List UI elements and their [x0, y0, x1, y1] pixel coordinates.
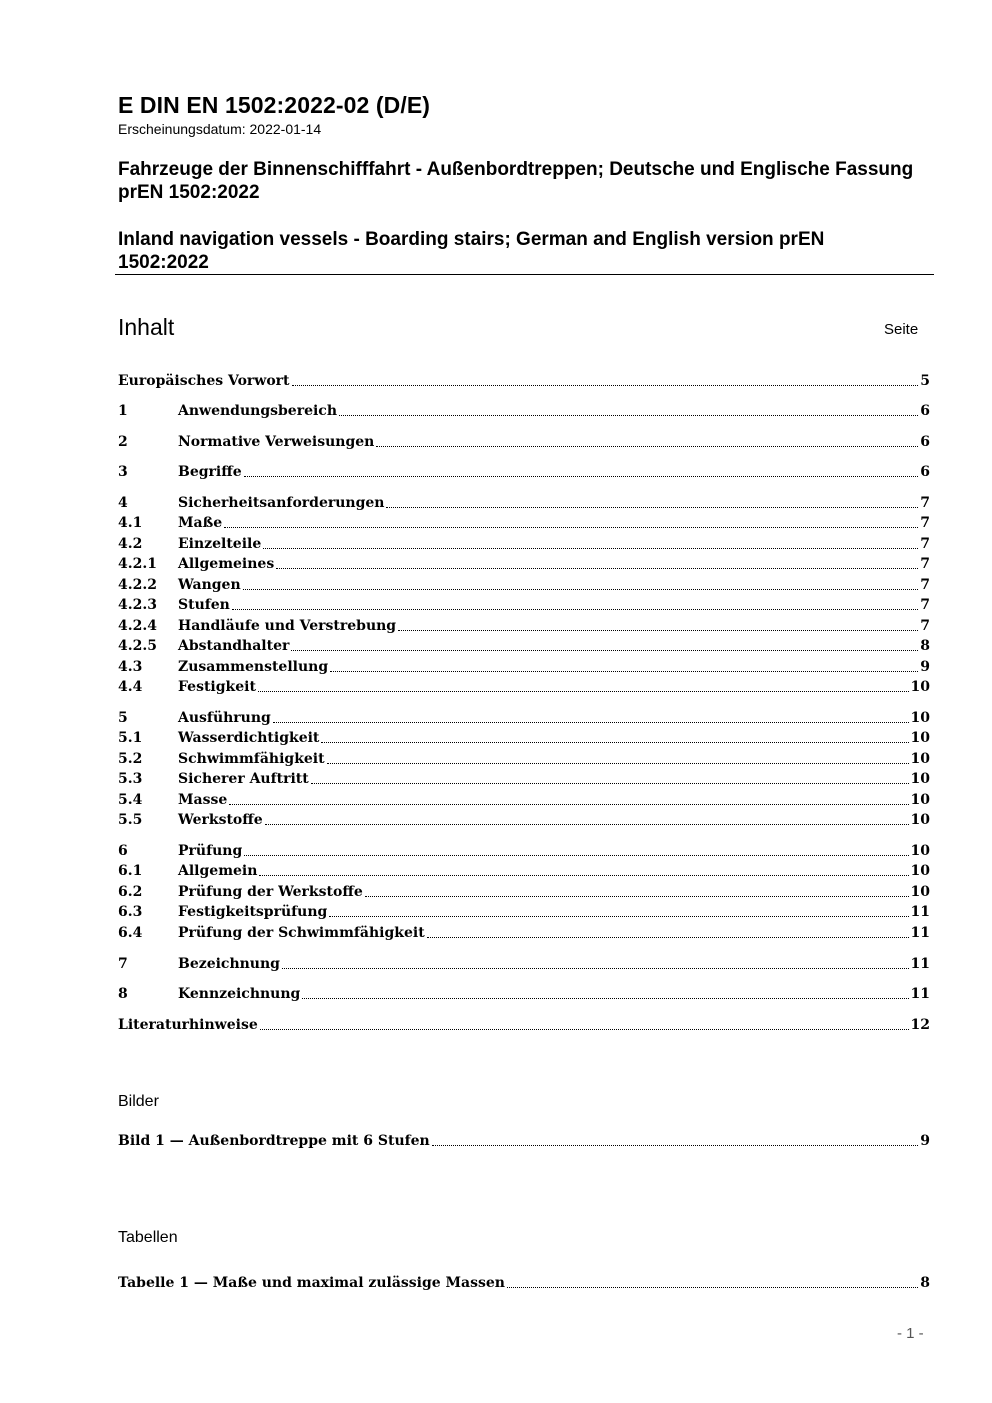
header-divider: [115, 274, 934, 275]
toc-leader: [507, 1283, 918, 1288]
toc-entry-page: 7: [920, 536, 930, 552]
toc-entry-number: 6.1: [118, 863, 143, 879]
toc-entry-text: Kennzeichnung: [178, 986, 301, 1002]
toc-leader: [302, 994, 908, 999]
toc-entry[interactable]: [118, 924, 930, 942]
toc-entry[interactable]: [118, 402, 930, 420]
toc-leader: [260, 1025, 909, 1030]
toc-entry-number: 4.2.2: [118, 577, 157, 593]
toc-entry[interactable]: [118, 596, 930, 614]
toc-leader: [376, 442, 918, 447]
toc-entry[interactable]: [118, 535, 930, 553]
figure-entry-page: 9: [920, 1133, 930, 1149]
toc-entry-page: 10: [910, 812, 930, 828]
toc-entry[interactable]: [118, 433, 930, 451]
toc-leader: [244, 851, 908, 856]
toc-entry-page: 7: [920, 556, 930, 572]
toc-leader: [229, 800, 908, 805]
toc-entry-number: 6.2: [118, 884, 143, 900]
toc-entry-text: Maße: [178, 515, 223, 531]
toc-entry-number: 7: [118, 956, 128, 972]
toc-entry[interactable]: [118, 985, 930, 1003]
toc-entry[interactable]: [118, 576, 930, 594]
toc-entry[interactable]: [118, 494, 930, 512]
toc-entry-number: 4.1: [118, 515, 143, 531]
toc-leader: [329, 912, 908, 917]
toc-entry-text: Festigkeitsprüfung: [178, 904, 328, 920]
toc-entry-text: Stufen: [178, 597, 230, 613]
toc-entry-page: 5: [920, 373, 930, 389]
title-english: Inland navigation vessels - Boarding stairs; German and English version prEN 1502:2022: [118, 229, 825, 273]
toc-entry-page: 7: [920, 618, 930, 634]
toc-entry-page: 10: [910, 843, 930, 859]
toc-entry-number: 4.2.3: [118, 597, 157, 613]
toc-leader: [276, 564, 918, 569]
figures-heading: Bilder: [118, 1093, 159, 1110]
toc-leader: [432, 1141, 919, 1146]
toc-entry-text: Ausführung: [178, 710, 271, 726]
toc-leader: [327, 759, 909, 764]
toc-leader: [259, 871, 908, 876]
toc-entry-number: 4.2.5: [118, 638, 157, 654]
toc-entry-page: 10: [910, 792, 930, 808]
toc-leader: [311, 779, 909, 784]
toc-entry-text: Prüfung der Werkstoffe: [178, 884, 363, 900]
toc-entry-page: 11: [910, 904, 930, 920]
toc-page-column-label: Seite: [884, 321, 919, 338]
title-german: Fahrzeuge der Binnenschifffahrt - Außenbordtreppen; Deutsche und Englische Fassung prEN 1502:2022: [118, 159, 914, 203]
toc-entry[interactable]: [118, 678, 930, 696]
toc-leader: [263, 544, 918, 549]
toc-entry-text: Begriffe: [178, 464, 242, 480]
toc-entry[interactable]: [118, 903, 930, 921]
figure-entry-text: Bild 1 — Außenbordtreppe mit 6 Stufen: [118, 1133, 430, 1149]
toc-entry[interactable]: [118, 811, 930, 829]
toc-entry-number: 5: [118, 710, 128, 726]
toc-entry[interactable]: [118, 862, 930, 880]
toc-entry-page: 6: [920, 403, 930, 419]
toc-entry[interactable]: [118, 555, 930, 573]
toc-entry-text: Abstandhalter: [178, 638, 290, 654]
toc-leader: [427, 933, 909, 938]
toc-leader: [330, 667, 918, 672]
toc-entry-text: Schwimmfähigkeit: [178, 751, 325, 767]
publication-date: Erscheinungsdatum: 2022-01-14: [118, 121, 322, 137]
toc-leader: [386, 503, 918, 508]
toc-entry-text: Literaturhinweise: [118, 1017, 258, 1033]
toc-entry-page: 9: [920, 659, 930, 675]
page-number: - 1 -: [897, 1325, 924, 1342]
toc-entry-page: 10: [910, 884, 930, 900]
toc-entry-page: 8: [920, 638, 930, 654]
toc-entry-text: Allgemeines: [178, 556, 275, 572]
toc-entry-number: 2: [118, 434, 128, 450]
toc-entry-page: 11: [910, 925, 930, 941]
toc-entry-number: 5.1: [118, 730, 143, 746]
toc-entry-text: Wangen: [178, 577, 241, 593]
toc-entry-text: Wasserdichtigkeit: [178, 730, 320, 746]
toc-entry[interactable]: [118, 709, 930, 727]
toc-entry-text: Festigkeit: [178, 679, 256, 695]
figure-entry[interactable]: [118, 1132, 930, 1150]
toc-entry-page: 10: [910, 771, 930, 787]
toc-entry[interactable]: [118, 1016, 930, 1034]
document-id: E DIN EN 1502:2022-02 (D/E): [118, 92, 431, 118]
toc-entry[interactable]: [118, 372, 930, 390]
toc-entry-text: Werkstoffe: [178, 812, 263, 828]
toc-entry-page: 12: [910, 1017, 930, 1033]
toc-heading: Inhalt: [118, 314, 175, 340]
toc-leader: [244, 472, 919, 477]
toc-entry[interactable]: [118, 617, 930, 635]
toc-entry-number: 4.2.4: [118, 618, 157, 634]
toc-entry-page: 10: [910, 863, 930, 879]
toc-leader: [243, 585, 919, 590]
toc-entry-number: 4.2: [118, 536, 143, 552]
toc-entry-text: Bezeichnung: [178, 956, 280, 972]
toc-leader: [339, 411, 918, 416]
toc-entry-page: 7: [920, 515, 930, 531]
toc-entry-page: 7: [920, 597, 930, 613]
toc-entry-text: Normative Verweisungen: [178, 434, 375, 450]
toc-entry-number: 4.3: [118, 659, 143, 675]
toc-entry[interactable]: [118, 463, 930, 481]
toc-entry-text: Allgemein: [178, 863, 258, 879]
table-entry-page: 8: [920, 1275, 930, 1291]
toc-entry[interactable]: [118, 514, 930, 532]
toc-entry-text: Prüfung der Schwimmfähigkeit: [178, 925, 425, 941]
toc-entry-text: Einzelteile: [178, 536, 262, 552]
toc-leader: [265, 820, 909, 825]
table-entry[interactable]: [118, 1274, 930, 1292]
toc-entry-text: Sicherer Auftritt: [178, 771, 309, 787]
toc-entry[interactable]: [118, 883, 930, 901]
toc-entry[interactable]: [118, 658, 930, 676]
toc-entry[interactable]: [118, 770, 930, 788]
toc-entry-number: 5.5: [118, 812, 143, 828]
toc-entry-text: Zusammenstellung: [178, 659, 329, 675]
toc-entry-text: Sicherheitsanforderungen: [178, 495, 385, 511]
toc-entry-text: Europäisches Vorwort: [118, 373, 290, 389]
toc-entry-number: 4.2.1: [118, 556, 157, 572]
toc-entry-page: 10: [910, 751, 930, 767]
toc-leader: [232, 605, 918, 610]
toc-entry[interactable]: [118, 955, 930, 973]
toc-entry-number: 5.4: [118, 792, 143, 808]
tables-heading: Tabellen: [118, 1229, 178, 1246]
toc-entry-page: 11: [910, 956, 930, 972]
toc-leader: [398, 626, 918, 631]
toc-entry-page: 7: [920, 495, 930, 511]
toc-entry[interactable]: [118, 842, 930, 860]
toc-entry-number: 4.4: [118, 679, 143, 695]
toc-entry-number: 1: [118, 403, 128, 419]
toc-leader: [224, 523, 918, 528]
toc-entry-number: 6.3: [118, 904, 143, 920]
toc-entry-number: 8: [118, 986, 128, 1002]
toc-entry-number: 6.4: [118, 925, 143, 941]
toc-entry-number: 4: [118, 495, 128, 511]
toc-entry[interactable]: [118, 791, 930, 809]
toc-entry-page: 6: [920, 434, 930, 450]
toc-entry-page: 10: [910, 710, 930, 726]
toc-leader: [291, 646, 918, 651]
toc-entry-page: 10: [910, 730, 930, 746]
toc-entry[interactable]: [118, 729, 930, 747]
toc-leader: [292, 381, 919, 386]
toc-entry-number: 5.3: [118, 771, 143, 787]
toc-entry-text: Prüfung: [178, 843, 243, 859]
toc-entry-text: Handläufe und Verstrebung: [178, 618, 397, 634]
toc-entry-text: Masse: [178, 792, 228, 808]
toc-entry[interactable]: [118, 750, 930, 768]
toc-entry-text: Anwendungsbereich: [178, 403, 337, 419]
toc-leader: [321, 738, 908, 743]
toc-entry-number: 6: [118, 843, 128, 859]
toc-entry-page: 10: [910, 679, 930, 695]
toc-leader: [258, 687, 909, 692]
toc-entry-page: 6: [920, 464, 930, 480]
toc-leader: [273, 718, 909, 723]
toc-entry-page: 7: [920, 577, 930, 593]
toc-entry-number: 5.2: [118, 751, 143, 767]
toc-leader: [365, 892, 909, 897]
toc-entry-number: 3: [118, 464, 128, 480]
table-entry-text: Tabelle 1 — Maße und maximal zulässige Massen: [118, 1275, 505, 1291]
toc-entry[interactable]: [118, 637, 930, 655]
toc-entry-page: 11: [910, 986, 930, 1002]
toc-leader: [282, 964, 909, 969]
